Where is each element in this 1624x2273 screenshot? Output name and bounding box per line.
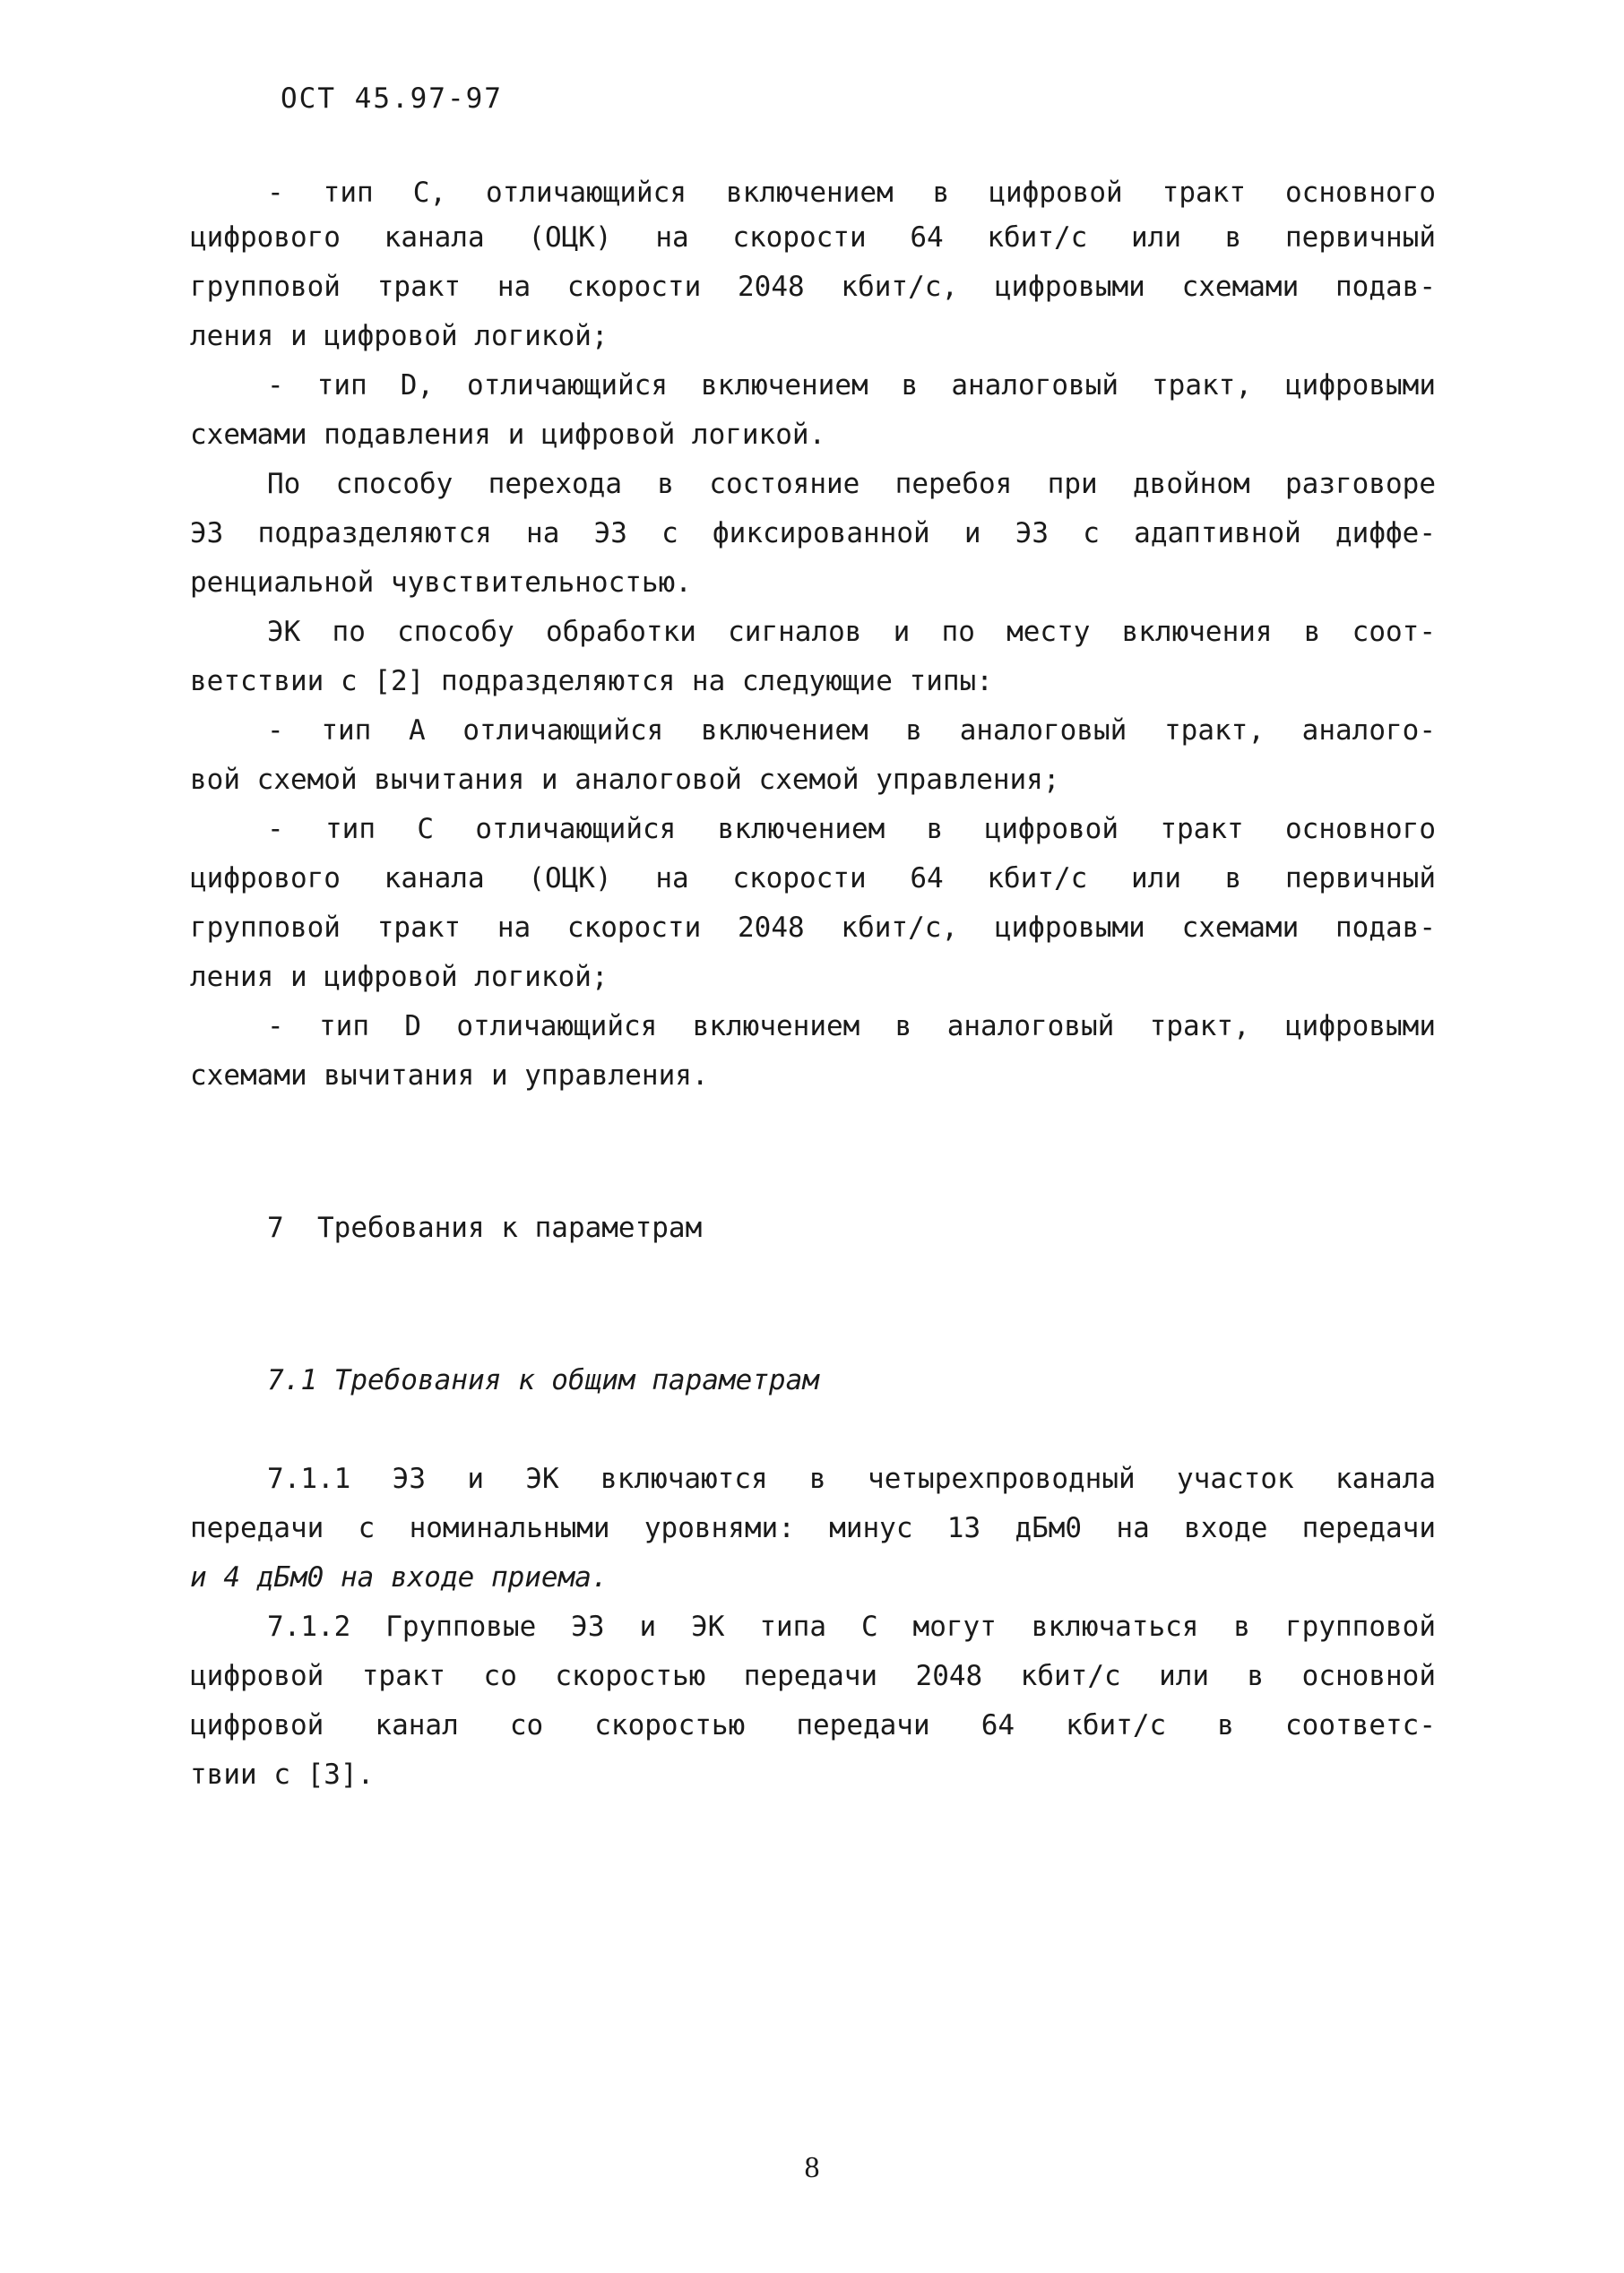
text-line: цифровой канал со скоростью передачи 64 кбит/с в соответс- [190, 1709, 1436, 1741]
text-line: ЭЗ подразделяются на ЭЗ с фиксированной и ЭЗ с адаптивной диффе- [190, 517, 1436, 549]
text-line: 7.1.2 Групповые ЭЗ и ЭК типа С могут включаться в групповой [267, 1611, 1436, 1643]
text-line: групповой тракт на скорости 2048 кбит/с, цифровыми схемами подав- [190, 271, 1436, 303]
text-line: ЭК по способу обработки сигналов и по месту включения в соот- [267, 616, 1436, 648]
text-line: - тип С отличающийся включением в цифровой тракт основного [267, 813, 1436, 845]
page-number: 8 [804, 2151, 820, 2184]
text-line: схемами вычитания и управления. [190, 1059, 709, 1092]
text-line: передачи с номинальными уровнями: минус 13 дБм0 на входе передачи [190, 1512, 1436, 1544]
text-line: 7.1.1 ЭЗ и ЭК включаются в четырехпроводный участок канала [267, 1463, 1436, 1495]
text-line: По способу перехода в состояние перебоя при двойном разговоре [267, 468, 1436, 500]
text-line: - тип А отличающийся включением в аналоговый тракт, аналого- [267, 714, 1436, 747]
document-code: ОСТ 45.97-97 [281, 82, 503, 115]
text-line: ления и цифровой логикой; [190, 961, 609, 993]
text-line: - тип D отличающийся включением в аналоговый тракт, цифровыми [267, 1010, 1436, 1042]
text-line: и 4 дБм0 на входе приема. [190, 1561, 609, 1594]
text-line: ренциальной чувствительностью. [190, 566, 692, 599]
text-line: цифрового канала (ОЦК) на скорости 64 кбит/с или в первичный [190, 221, 1436, 254]
text-line: схемами подавления и цифровой логикой. [190, 419, 826, 451]
text-line: твии с [3]. [190, 1759, 375, 1791]
text-line: цифровой тракт со скоростью передачи 2048 кбит/с или в основной [190, 1660, 1436, 1692]
text-line: ления и цифровой логикой; [190, 320, 609, 352]
text-line: цифрового канала (ОЦК) на скорости 64 кбит/с или в первичный [190, 862, 1436, 895]
text-line: ветствии с [2] подразделяются на следующие типы: [190, 665, 993, 697]
text-line: групповой тракт на скорости 2048 кбит/с, цифровыми схемами подав- [190, 912, 1436, 944]
section-heading: 7 Требования к параметрам [267, 1212, 703, 1244]
text-line: - тип D, отличающийся включением в аналоговый тракт, цифровыми [267, 369, 1436, 402]
text-line: - тип С, отличающийся включением в цифровой тракт основного [267, 177, 1436, 209]
text-line: вой схемой вычитания и аналоговой схемой управления; [190, 764, 1060, 796]
subsection-heading: 7.1 Требования к общим параметрам [267, 1364, 819, 1396]
